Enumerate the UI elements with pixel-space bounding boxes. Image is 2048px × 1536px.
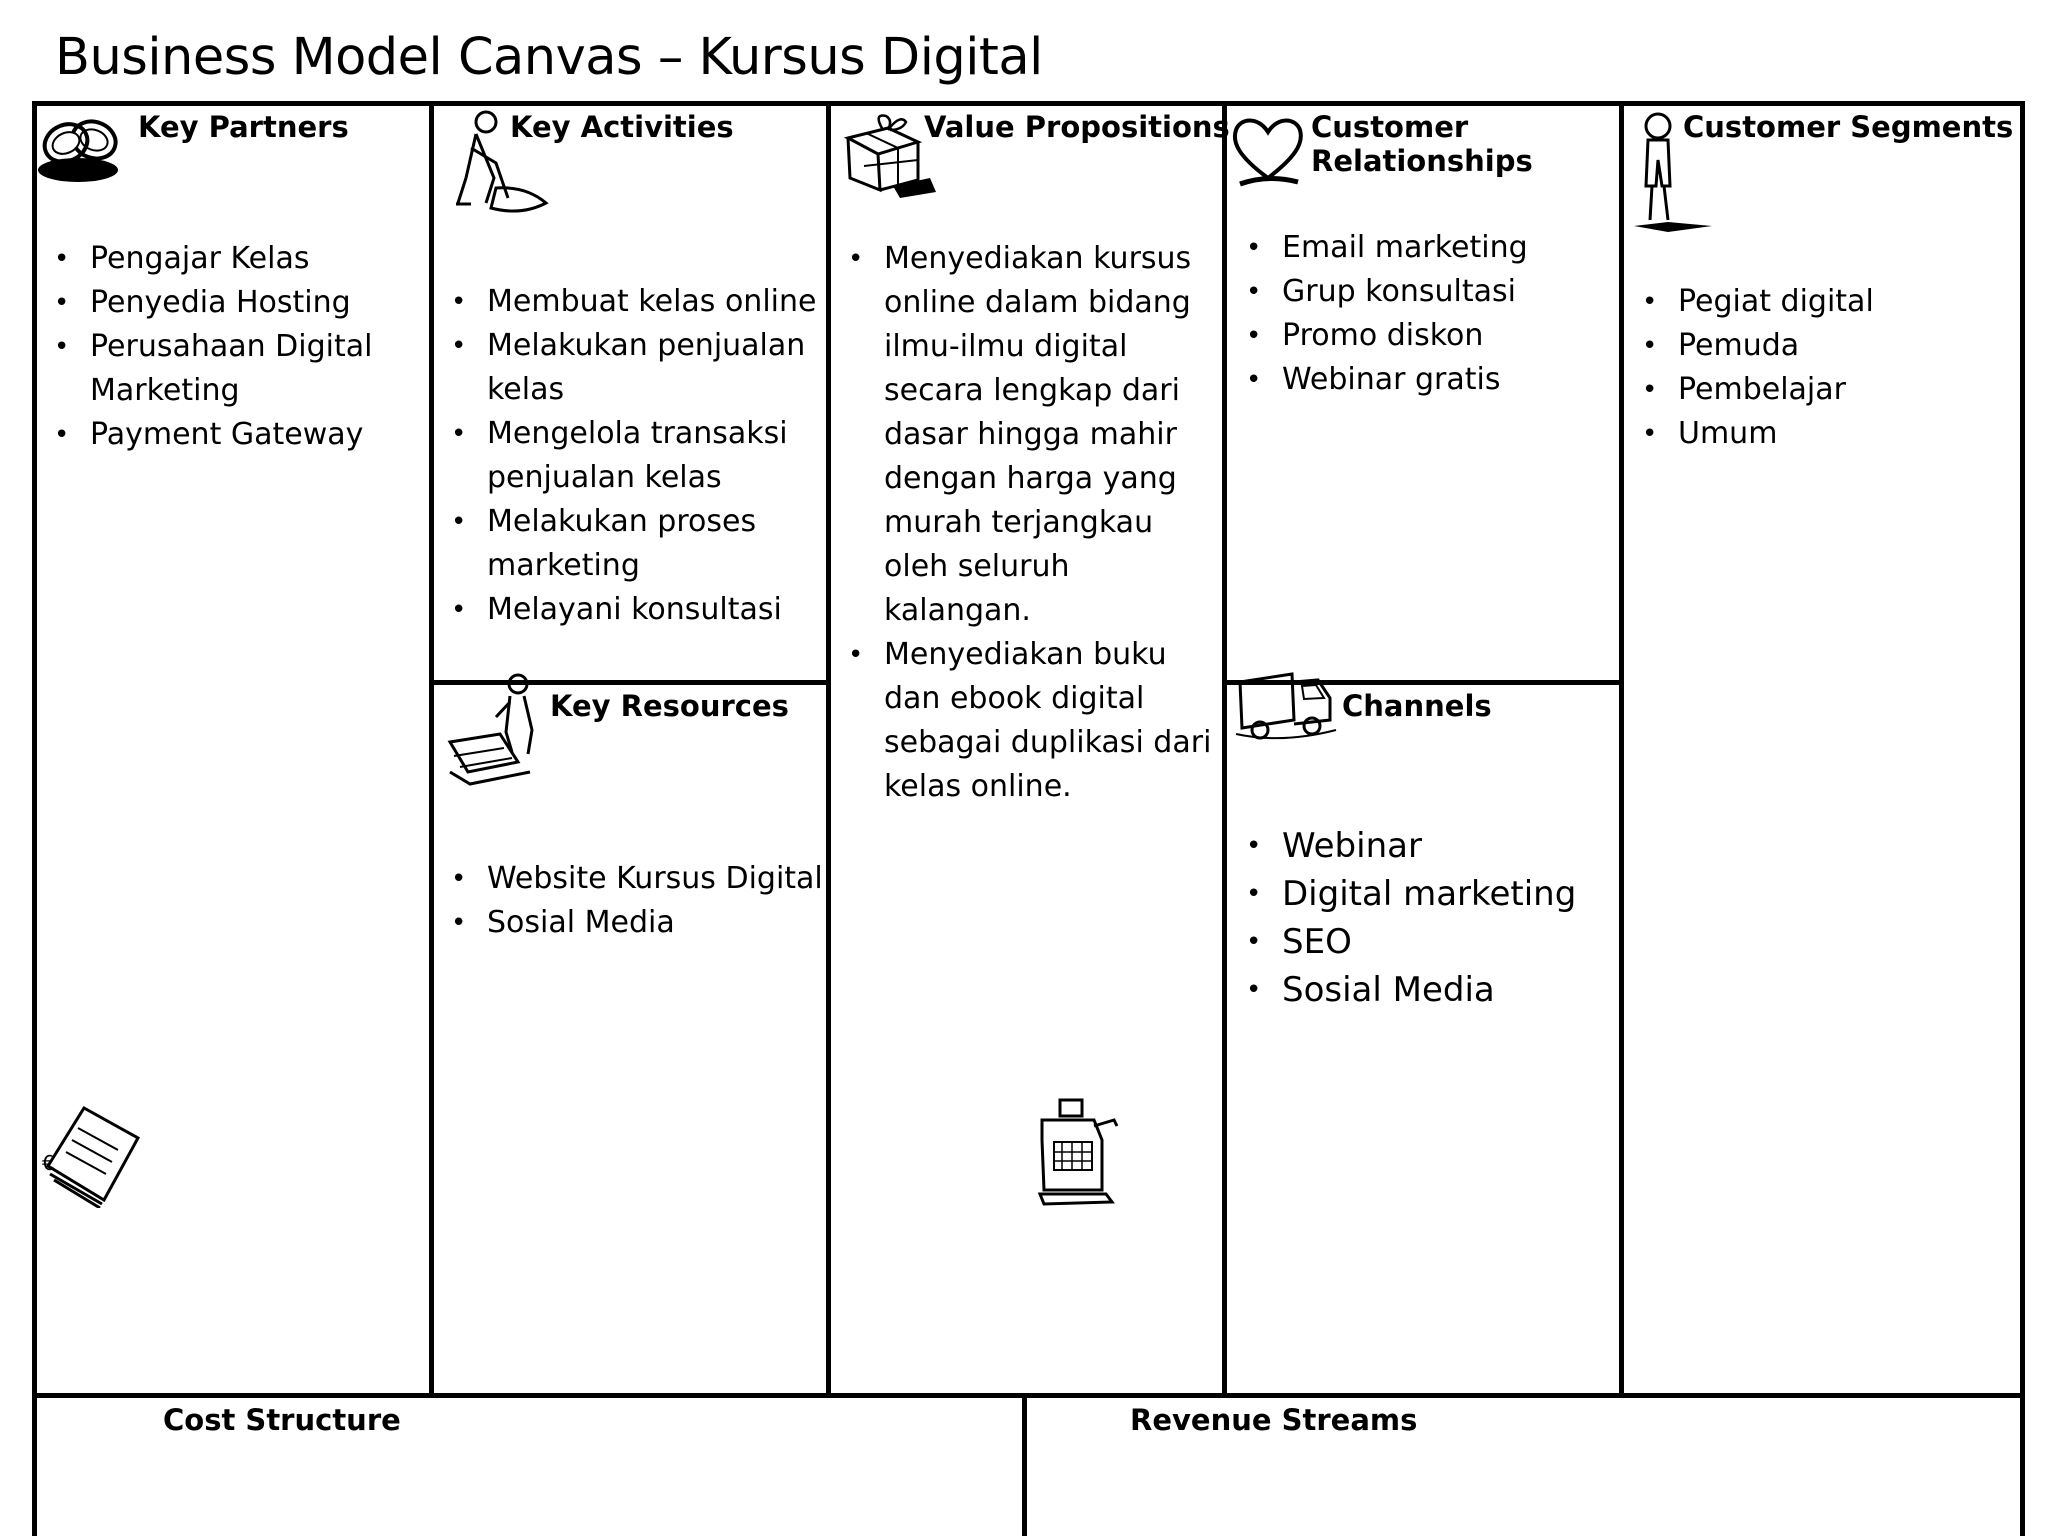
list-item: • Digital marketing [1240, 870, 1620, 918]
list-item: • Webinar [1240, 822, 1620, 870]
person-with-machine-icon [440, 672, 560, 792]
list-item: • Penyedia Hosting [48, 281, 418, 325]
value-propositions-list [842, 237, 1222, 809]
list-item: • Grup konsultasi [1240, 270, 1620, 314]
list-item: • Pembelajar [1636, 368, 2016, 412]
list-item: • Pengajar Kelas [48, 237, 418, 281]
list-item: • Promo diskon [1240, 314, 1620, 358]
customer-relationships-list [1240, 226, 1620, 402]
list-item: • Menyediakan kursus online dalam bidang ilmu-ilmu digital secara lengkap dari dasar hingga mahir dengan harga yang murah terjangkau oleh seluruh kalangan. [842, 237, 1222, 633]
customer-relationships-title: Customer Relationships [1311, 110, 1533, 178]
key-resources-list [445, 857, 825, 945]
canvas-border-left [32, 101, 37, 1536]
list-item: • Sosial Media [1240, 966, 1620, 1014]
list-item: • Melakukan proses marketing [445, 500, 825, 588]
divider-h-bottom [32, 1393, 2025, 1398]
list-item: • Pegiat digital [1636, 280, 2016, 324]
key-activities-list [445, 280, 825, 632]
revenue-streams-title: Revenue Streams [1130, 1403, 1418, 1437]
list-item: • Pemuda [1636, 324, 2016, 368]
customer-segments-list [1636, 280, 2016, 456]
list-item: • Payment Gateway [48, 413, 418, 457]
canvas-border-top [32, 101, 2025, 106]
divider-v3 [1222, 101, 1227, 1398]
channels-list [1240, 822, 1620, 1014]
heart-icon [1228, 112, 1308, 192]
list-item: • Perusahaan Digital Marketing [48, 325, 418, 413]
list-item: • SEO [1240, 918, 1620, 966]
customer-segments-title: Customer Segments [1683, 110, 2014, 144]
list-item: • Umum [1636, 412, 2016, 456]
page-title: Business Model Canvas – Kursus Digital [55, 28, 1043, 87]
key-partners-title: Key Partners [138, 110, 349, 144]
invoice-paper-icon [38, 1098, 158, 1208]
divider-v2 [826, 101, 831, 1398]
key-resources-title: Key Resources [550, 689, 789, 723]
cost-structure-title: Cost Structure [163, 1403, 401, 1437]
list-item: • Mengelola transaksi penjualan kelas [445, 412, 825, 500]
list-item: • Webinar gratis [1240, 358, 1620, 402]
key-activities-title: Key Activities [510, 110, 734, 144]
divider-v1 [429, 101, 434, 1398]
list-item: • Melakukan penjualan kelas [445, 324, 825, 412]
delivery-truck-icon [1232, 668, 1342, 748]
cash-register-icon [1032, 1090, 1122, 1215]
list-item: • Membuat kelas online [445, 280, 825, 324]
list-item: • Menyediakan buku dan ebook digital sebagai duplikasi dari kelas online. [842, 633, 1222, 809]
gift-box-icon [838, 108, 938, 198]
canvas-border-right [2020, 101, 2025, 1536]
channels-title: Channels [1342, 689, 1492, 723]
key-partners-list [48, 237, 418, 457]
svg-text:€: € [42, 1151, 55, 1175]
value-propositions-title: Value Propositions [924, 110, 1230, 144]
divider-v-bottom [1022, 1393, 1027, 1536]
list-item: • Melayani konsultasi [445, 588, 825, 632]
list-item: • Email marketing [1240, 226, 1620, 270]
list-item: • Sosial Media [445, 901, 825, 945]
list-item: • Website Kursus Digital [445, 857, 825, 901]
linked-rings-icon [36, 108, 126, 188]
